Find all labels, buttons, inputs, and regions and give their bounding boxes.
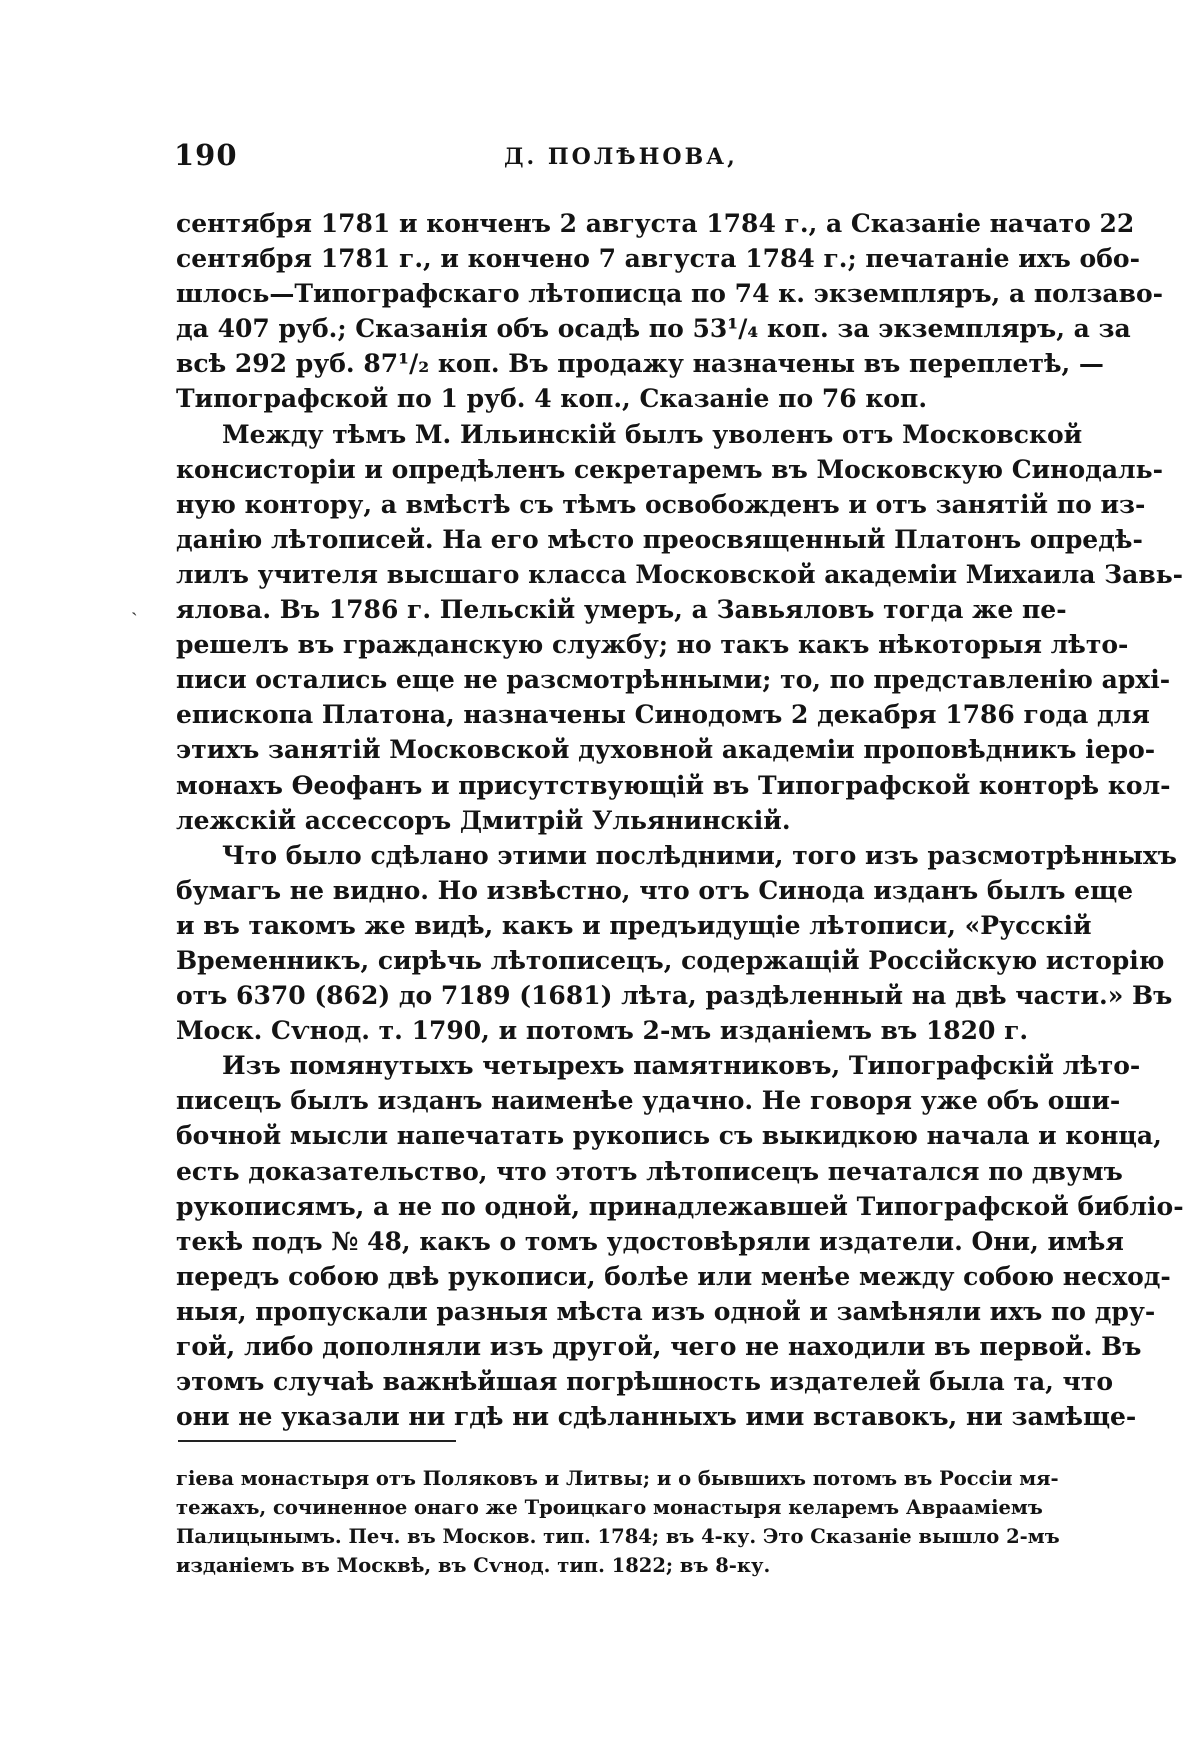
body-text [176, 206, 1184, 1434]
text-line: лилъ учителя высшаго класса Московской академіи Михаила Завь- [176, 559, 1184, 589]
text-line: бочной мысли напечатать рукопись съ выкидкою начала и конца, [176, 1121, 1162, 1151]
margin-mark: ˏ [131, 592, 138, 616]
text-line: рукописямъ, а не по одной, принадлежавшей Типографской библіо- [176, 1191, 1184, 1221]
text-line: и въ такомъ же видѣ, какъ и предъидущіе лѣтописи, «Русскій [176, 910, 1092, 940]
text-line: епископа Платона, назначены Синодомъ 2 декабря 1786 года для [176, 700, 1150, 730]
text-line: Между тѣмъ М. Ильинскій былъ уволенъ отъ Московской [222, 419, 1083, 449]
text-line: всѣ 292 руб. 87¹/₂ коп. Въ продажу назначены въ переплетѣ, — [176, 349, 1104, 379]
text-line: да 407 руб.; Сказанія объ осадѣ по 53¹/₄ коп. за экземпляръ, а за [176, 314, 1131, 344]
text-line: шлось—Типографскаго лѣтописца по 74 к. экземпляръ, а ползаво- [176, 279, 1164, 309]
text-line: консисторіи и опредѣленъ секретаремъ въ Московскую Синодаль- [176, 454, 1163, 484]
text-line: ялова. Въ 1786 г. Пельскій умеръ, а Завьяловъ тогда же пе- [176, 595, 1067, 625]
footnote-line: гіева монастыря отъ Поляковъ и Литвы; и о бывшихъ потомъ въ Россіи мя- [176, 1467, 1059, 1490]
text-line: сентября 1781 г., и кончено 7 августа 1784 г.; печатаніе ихъ обо- [176, 244, 1140, 274]
text-line: текѣ подъ № 48, какъ о томъ удостовѣряли издатели. Они, имѣя [176, 1226, 1124, 1256]
paragraph [176, 206, 1164, 417]
paragraph [176, 417, 1184, 838]
text-line: писецъ былъ изданъ наименѣе удачно. Не говоря уже объ оши- [176, 1086, 1121, 1116]
text-line: этомъ случаѣ важнѣйшая погрѣшность издателей была та, что [176, 1367, 1114, 1397]
text-line: данію лѣтописей. На его мѣсто преосвященный Платонъ опредѣ- [176, 524, 1143, 554]
footnote-line: изданіемъ въ Москвѣ, въ Сѵнод. тип. 1822; въ 8-ку. [176, 1554, 771, 1577]
text-line: решелъ въ гражданскую службу; но такъ какъ нѣкоторыя лѣто- [176, 630, 1129, 660]
text-line: Изъ помянутыхъ четырехъ памятниковъ, Типографскій лѣто- [222, 1051, 1141, 1081]
text-line: Что было сдѣлано этими послѣдними, того изъ разсмотрѣнныхъ [222, 840, 1177, 870]
text-line: Типографской по 1 руб. 4 коп., Сказаніе по 76 коп. [176, 384, 928, 414]
text-line: монахъ Ѳеофанъ и присутствующій въ Типографской конторѣ кол- [176, 770, 1171, 800]
text-line: Временникъ, сирѣчь лѣтописецъ, содержащій Россійскую исторію [176, 945, 1165, 975]
text-line: ныя, пропускали разныя мѣста изъ одной и замѣняли ихъ по дру- [176, 1296, 1156, 1326]
footnote [176, 1464, 1060, 1580]
text-line: Моск. Сѵнод. т. 1790, и потомъ 2-мъ изданіемъ въ 1820 г. [176, 1016, 1029, 1046]
text-line: есть доказательство, что этотъ лѣтописецъ печатался по двумъ [176, 1156, 1123, 1186]
footnote-line: тежахъ, сочиненное онаго же Троицкаго монастыря келаремъ Авраамiемъ [176, 1496, 1043, 1519]
text-line: лежскій ассессоръ Дмитрій Ульянинскій. [176, 805, 791, 835]
text-line: бумагъ не видно. Но извѣстно, что отъ Синода изданъ былъ еще [176, 875, 1134, 905]
running-head: Д. ПОЛѢНОВА, [504, 144, 738, 170]
text-line: писи остались еще не разсмотрѣнными; то, по представленію архі- [176, 665, 1171, 695]
text-line: отъ 6370 (862) до 7189 (1681) лѣта, раздѣленный на двѣ части.» Въ [176, 981, 1173, 1011]
paragraph [176, 1048, 1184, 1434]
page-header [174, 138, 1018, 182]
text-line: этихъ занятій Московской духовной академіи проповѣдникъ іеро- [176, 735, 1156, 765]
paragraph [176, 838, 1177, 1049]
page-number: 190 [174, 138, 238, 172]
footnote-line: Палицынымъ. Печ. въ Москов. тип. 1784; въ 4-ку. Это Сказаніе вышло 2-мъ [176, 1525, 1060, 1548]
text-line: они не указали ни гдѣ ни сдѣланныхъ ими вставокъ, ни замѣще- [176, 1402, 1137, 1432]
text-line: передъ собою двѣ рукописи, болѣе или менѣе между собою несход- [176, 1261, 1171, 1291]
footnote-divider [178, 1440, 456, 1442]
text-line: ную контору, а вмѣстѣ съ тѣмъ освобожденъ и отъ занятій по из- [176, 489, 1146, 519]
text-line: сентября 1781 и конченъ 2 августа 1784 г., а Сказаніе начато 22 [176, 209, 1135, 238]
text-line: гой, либо дополняли изъ другой, чего не находили въ первой. Въ [176, 1332, 1142, 1361]
